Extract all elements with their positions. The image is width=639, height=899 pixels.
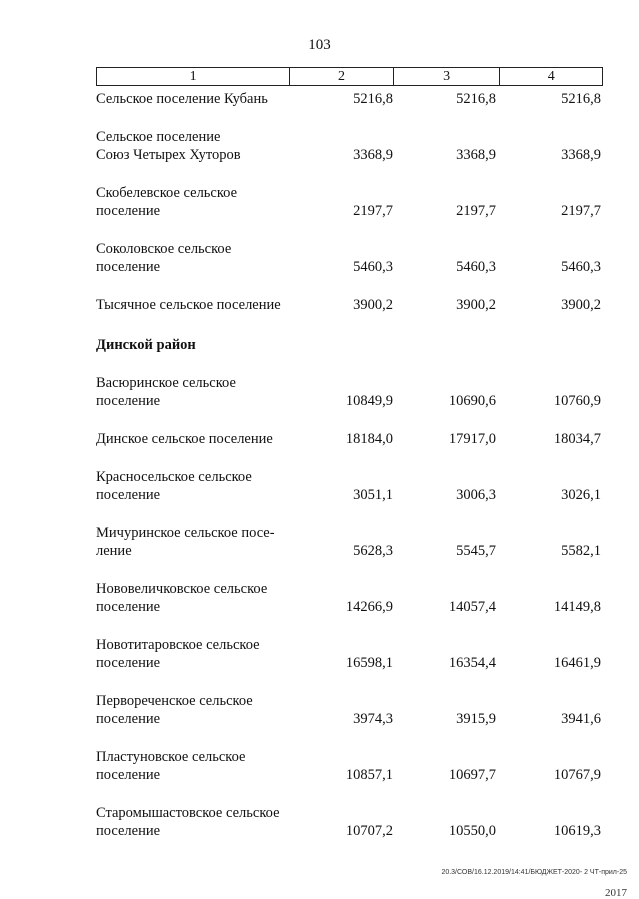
settlement-name-line: Первореченское сельское [96,693,253,709]
settlement-name [96,748,291,784]
value-col-4: 3941,6 [561,711,601,727]
value-col-2: 2197,7 [353,203,393,219]
value-col-2: 10707,2 [345,823,393,839]
settlement-name [96,128,291,164]
value-col-3: 10690,6 [448,393,496,409]
header-col-3: 3 [394,68,501,85]
value-col-4: 10619,3 [553,823,601,839]
settlement-name [96,468,291,504]
settlement-name-line: Динское сельское поселение [96,431,273,447]
settlement-name-line: Пластуновское сельское [96,749,246,765]
document-footer: 20.3/СОВ/16.12.2019/14:41/БЮДЖЕТ-2020- 2 ЧТ-прил-25 [441,869,627,876]
value-col-3: 17917,0 [448,431,496,447]
settlement-name [96,580,291,616]
value-col-2: 3974,3 [353,711,393,727]
value-col-4: 14149,8 [553,599,601,615]
value-col-3: 5460,3 [456,259,496,275]
value-col-3: 5216,8 [456,91,496,107]
value-col-2: 3900,2 [353,297,393,313]
settlement-name-line: Новотитаровское сельское [96,637,260,653]
value-col-2: 5216,8 [353,91,393,107]
settlement-name [96,374,291,410]
settlement-name [96,240,291,276]
value-col-4: 10760,9 [553,393,601,409]
settlement-name [96,804,291,840]
value-col-3: 10550,0 [448,823,496,839]
value-col-4: 5582,1 [561,543,601,559]
settlement-name-line: поселение [96,767,161,783]
settlement-name-line: поселение [96,393,161,409]
value-col-4: 2197,7 [561,203,601,219]
value-col-3: 2197,7 [456,203,496,219]
settlement-name-line: Соколовское сельское [96,241,232,257]
value-col-3: 3006,3 [456,487,496,503]
value-col-2: 18184,0 [345,431,393,447]
header-col-4: 4 [547,69,555,84]
settlement-name-line: Нововеличковское сельское [96,581,268,597]
settlement-name-line: Сельское поселение [96,129,221,145]
value-col-3: 10697,7 [448,767,496,783]
value-col-4: 5460,3 [561,259,601,275]
value-col-4: 3368,9 [561,147,601,163]
table-header [96,67,603,86]
settlement-name [96,296,291,314]
settlement-name-line: поселение [96,259,161,275]
value-col-4: 10767,9 [553,767,601,783]
value-col-2: 16598,1 [345,655,393,671]
value-col-4: 16461,9 [553,655,601,671]
settlement-name-line: Союз Четырех Хуторов [96,147,241,163]
value-col-4: 5216,8 [561,91,601,107]
settlement-name [96,184,291,220]
settlement-name [96,692,291,728]
settlement-name-line: поселение [96,711,161,727]
header-col-1: 1 [97,68,290,85]
settlement-name [96,636,291,672]
settlement-name [96,90,291,108]
value-col-2: 3051,1 [353,487,393,503]
value-col-2: 3368,9 [353,147,393,163]
value-col-2: 5460,3 [353,259,393,275]
value-col-4: 18034,7 [553,431,601,447]
value-col-4: 3026,1 [561,487,601,503]
settlement-name-line: поселение [96,487,161,503]
value-col-2: 14266,9 [345,599,393,615]
value-col-2: 5628,3 [353,543,393,559]
settlement-name-line: поселение [96,823,161,839]
settlement-name-line: Тысячное сельское поселение [96,297,281,313]
value-col-3: 3915,9 [456,711,496,727]
settlement-name-line: Старомышастовское сельское [96,805,280,821]
value-col-2: 10857,1 [345,767,393,783]
value-col-3: 14057,4 [448,599,496,615]
settlement-name-line: Мичуринское сельское посе- [96,525,275,541]
settlement-name-line: поселение [96,655,161,671]
settlement-name-line: Сельское поселение Кубань [96,91,268,107]
settlement-name [96,430,291,448]
cutoff-page-marker: 2017 [605,887,627,899]
settlement-name-line: Динской район [96,337,196,353]
settlement-name [96,524,291,560]
value-col-3: 5545,7 [456,543,496,559]
settlement-name-line: поселение [96,599,161,615]
value-col-3: 3900,2 [456,297,496,313]
value-col-2: 10849,9 [345,393,393,409]
settlement-name-line: Красносельское сельское [96,469,252,485]
settlement-name-line: ление [96,543,132,559]
header-col-2: 2 [290,68,394,85]
page-number: 103 [308,37,331,53]
value-col-3: 3368,9 [456,147,496,163]
value-col-4: 3900,2 [561,297,601,313]
settlement-name-line: Скобелевское сельское [96,185,238,201]
region-heading [96,336,291,354]
settlement-name-line: поселение [96,203,161,219]
settlement-name-line: Васюринское сельское [96,375,236,391]
value-col-3: 16354,4 [448,655,496,671]
